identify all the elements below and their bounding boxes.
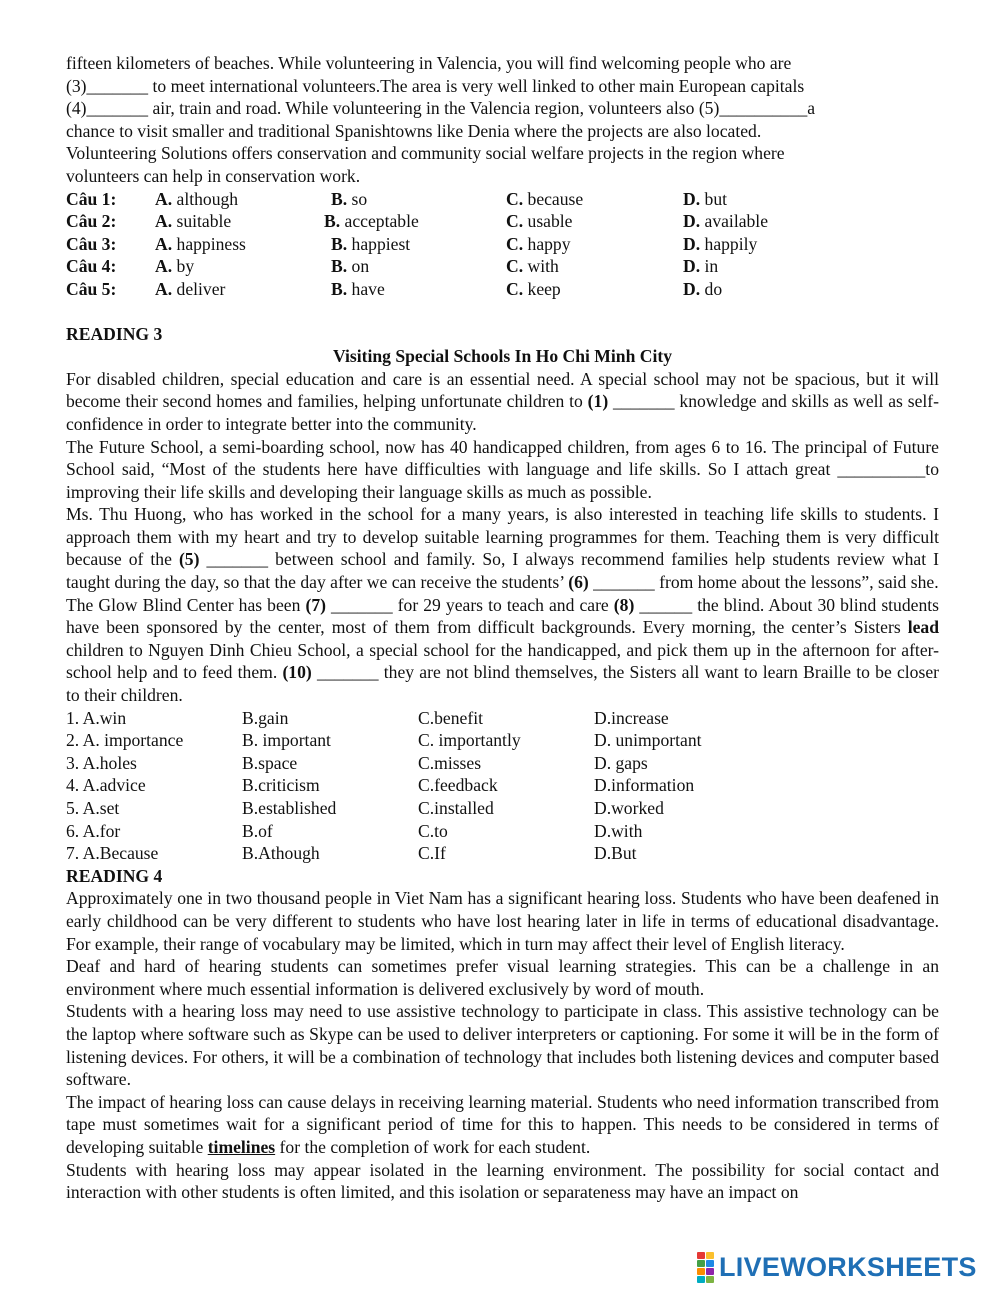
option-b[interactable]: B.Athough xyxy=(242,843,320,864)
option-c[interactable]: C. importantly xyxy=(418,730,521,751)
option-row xyxy=(66,797,939,820)
paragraph: The Glow Blind Center has been (7) _______ for 29 years to teach and care (8) ______ the blind. About 30 blind students have been sponsored by the center, most of them from difficult backgrounds. Every morning, the center’s Sisters lead children to Nguyen Dinh Chieu School, a special school for the handicapped, and pick them up in the afternoon for after-school help and to feed them. (10) _______ they are not blind themselves, the Sisters all want to learn Braille to be closer to their children. xyxy=(66,594,939,706)
option-a[interactable]: 2. A. importance xyxy=(66,730,184,751)
logo-text: LIVEWORKSHEETS xyxy=(719,1251,977,1282)
option-d[interactable]: D. in xyxy=(683,256,719,277)
question-label: Câu 5: xyxy=(66,278,117,299)
intro-line: fifteen kilometers of beaches. While volunteering in Valencia, you will find welcoming people who are xyxy=(66,53,792,73)
question-label: Câu 4: xyxy=(66,256,117,277)
option-c[interactable]: C. with xyxy=(506,256,559,277)
option-d[interactable]: D. but xyxy=(683,188,727,209)
question-label: Câu 2: xyxy=(66,211,117,232)
paragraph: Students with hearing loss may appear isolated in the learning environment. The possibility for social contact and interaction with other students is often limited, and this isolation or separateness may have an impact on xyxy=(66,1159,939,1203)
option-row xyxy=(66,707,939,730)
option-b[interactable]: B. important xyxy=(242,730,331,751)
option-d[interactable]: D.worked xyxy=(594,798,664,818)
question-label: Câu 3: xyxy=(66,233,117,254)
intro-line: volunteers can help in conservation work. xyxy=(66,165,361,186)
option-c[interactable]: C.misses xyxy=(418,752,482,773)
option-a[interactable]: 3. A.holes xyxy=(66,752,137,773)
option-a[interactable]: A. suitable xyxy=(155,211,232,232)
option-b[interactable]: B.established xyxy=(242,798,337,818)
option-d[interactable]: D.But xyxy=(594,843,637,864)
option-row xyxy=(66,774,939,797)
option-d[interactable]: D. available xyxy=(683,211,769,232)
paragraph: The impact of hearing loss can cause delays in receiving learning material. Students who need information transcribed from tape must sometimes wait for a significant period of time for this to happen. This needs to be considered in terms of developing suitable timelines for the completion of work for each student. xyxy=(66,1091,939,1157)
option-d[interactable]: D. gaps xyxy=(594,752,648,773)
option-c[interactable]: C.If xyxy=(418,843,446,864)
option-row xyxy=(66,820,939,843)
option-b[interactable]: B.of xyxy=(242,820,273,841)
option-a[interactable]: 5. A.set xyxy=(66,798,120,818)
intro-line: chance to visit smaller and traditional Spanishtowns like Denia where the projects are also located. xyxy=(66,120,762,141)
option-d[interactable]: D. unimportant xyxy=(594,730,702,751)
section-heading-reading-3: READING 3 xyxy=(66,323,163,344)
option-a[interactable]: A. by xyxy=(155,256,195,277)
passage-title: Visiting Special Schools In Ho Chi Minh City xyxy=(332,346,673,367)
option-c[interactable]: C.to xyxy=(418,820,448,841)
option-d[interactable]: D. happily xyxy=(683,233,758,254)
cau-options xyxy=(66,188,939,301)
intro-passage xyxy=(66,52,939,188)
option-b[interactable]: B. so xyxy=(331,188,368,209)
option-a[interactable]: 4. A.advice xyxy=(66,775,146,796)
option-a[interactable]: 1. A.win xyxy=(66,707,127,728)
option-c[interactable]: C. usable xyxy=(506,211,573,232)
option-b[interactable]: B. happiest xyxy=(331,233,411,254)
option-b[interactable]: B. acceptable xyxy=(324,211,419,232)
paragraph: Students with a hearing loss may need to use assistive technology to participate in class. This assistive technology can be the laptop where software such as Skype can be used to deliver interpreters or captioning. For some it will be in the form of listening devices. For others, it will be a combination of technology that includes both listening devices and computer based software. xyxy=(66,1001,939,1090)
question-row xyxy=(66,278,939,301)
question-label: Câu 1: xyxy=(66,188,117,209)
option-a[interactable]: 6. A.for xyxy=(66,820,121,841)
liveworksheets-logo[interactable] xyxy=(697,1250,977,1284)
reading3-options xyxy=(66,707,939,865)
option-d[interactable]: D.information xyxy=(594,775,695,796)
option-b[interactable]: B.criticism xyxy=(242,775,320,796)
question-row xyxy=(66,188,939,211)
section-heading-reading-4: READING 4 xyxy=(66,865,163,886)
option-c[interactable]: C.installed xyxy=(418,798,494,818)
option-c[interactable]: C. keep xyxy=(506,278,561,299)
option-a[interactable]: A. deliver xyxy=(155,278,226,299)
option-row xyxy=(66,752,939,775)
underlined-word: timelines xyxy=(207,1136,276,1157)
question-row xyxy=(66,210,939,233)
logo-mark-icon xyxy=(697,1252,714,1283)
option-c[interactable]: C.feedback xyxy=(418,775,498,796)
intro-line: (3)_______ to meet international volunteers.The area is very well linked to other main European capitals xyxy=(66,75,805,96)
option-b[interactable]: B. have xyxy=(331,278,385,299)
paragraph: For disabled children, special education and care is an essential need. A special school may not be spacious, but it will become their second homes and families, helping unfortunate children to (1) _______ knowledge and skills as well as self-confidence in order to integrate better into the community. xyxy=(66,368,939,434)
question-row xyxy=(66,255,939,278)
option-b[interactable]: B.gain xyxy=(242,707,289,728)
option-c[interactable]: C. happy xyxy=(506,233,571,254)
option-a[interactable]: 7. A.Because xyxy=(66,843,159,864)
paragraph: Deaf and hard of hearing students can sometimes prefer visual learning strategies. This can be a challenge in an environment where much essential information is delivered exclusively by word of mouth. xyxy=(66,956,939,999)
question-row xyxy=(66,233,939,256)
worksheet-page xyxy=(66,52,939,1204)
option-d[interactable]: D. do xyxy=(683,278,723,299)
paragraph: Ms. Thu Huong, who has worked in the school for a many years, is also interested in teaching life skills to students. I approach them with my heart and try to develop suitable learning programmes for them. Teaching them is very difficult because of the (5) _______ between school and family. So, I always recommend families help students review what I taught during the day, so that the day after we can receive the students’ (6) _______ from home about the lessons”, said she. xyxy=(66,504,939,593)
paragraph: The Future School, a semi-boarding school, now has 40 handicapped children, from ages 6 to 16. The principal of Future School said, “Most of the students here have difficulties with language and life skills. So I attach great __________to improving their life skills and developing their language skills as much as possible. xyxy=(66,436,939,502)
option-a[interactable]: A. happiness xyxy=(155,233,246,254)
option-row xyxy=(66,842,939,865)
option-d[interactable]: D.increase xyxy=(594,707,669,728)
option-d[interactable]: D.with xyxy=(594,820,643,841)
option-b[interactable]: B. on xyxy=(331,256,370,277)
option-a[interactable]: A. although xyxy=(155,188,239,209)
intro-line: Volunteering Solutions offers conservation and community social welfare projects in the region where xyxy=(66,143,785,164)
option-c[interactable]: C.benefit xyxy=(418,707,483,728)
paragraph: Approximately one in two thousand people in Viet Nam has a significant hearing loss. Students who have been deafened in early childhood can be very different to students who have lost hearing later in life in terms of educational disadvantage. For example, their range of vocabulary may be limited, which in turn may affect their level of English literacy. xyxy=(66,888,939,954)
option-b[interactable]: B.space xyxy=(242,752,298,773)
option-c[interactable]: C. because xyxy=(506,188,584,209)
intro-line: (4)_______ air, train and road. While volunteering in the Valencia region, volunteers also (5)__________a xyxy=(66,98,816,119)
option-row xyxy=(66,729,939,752)
